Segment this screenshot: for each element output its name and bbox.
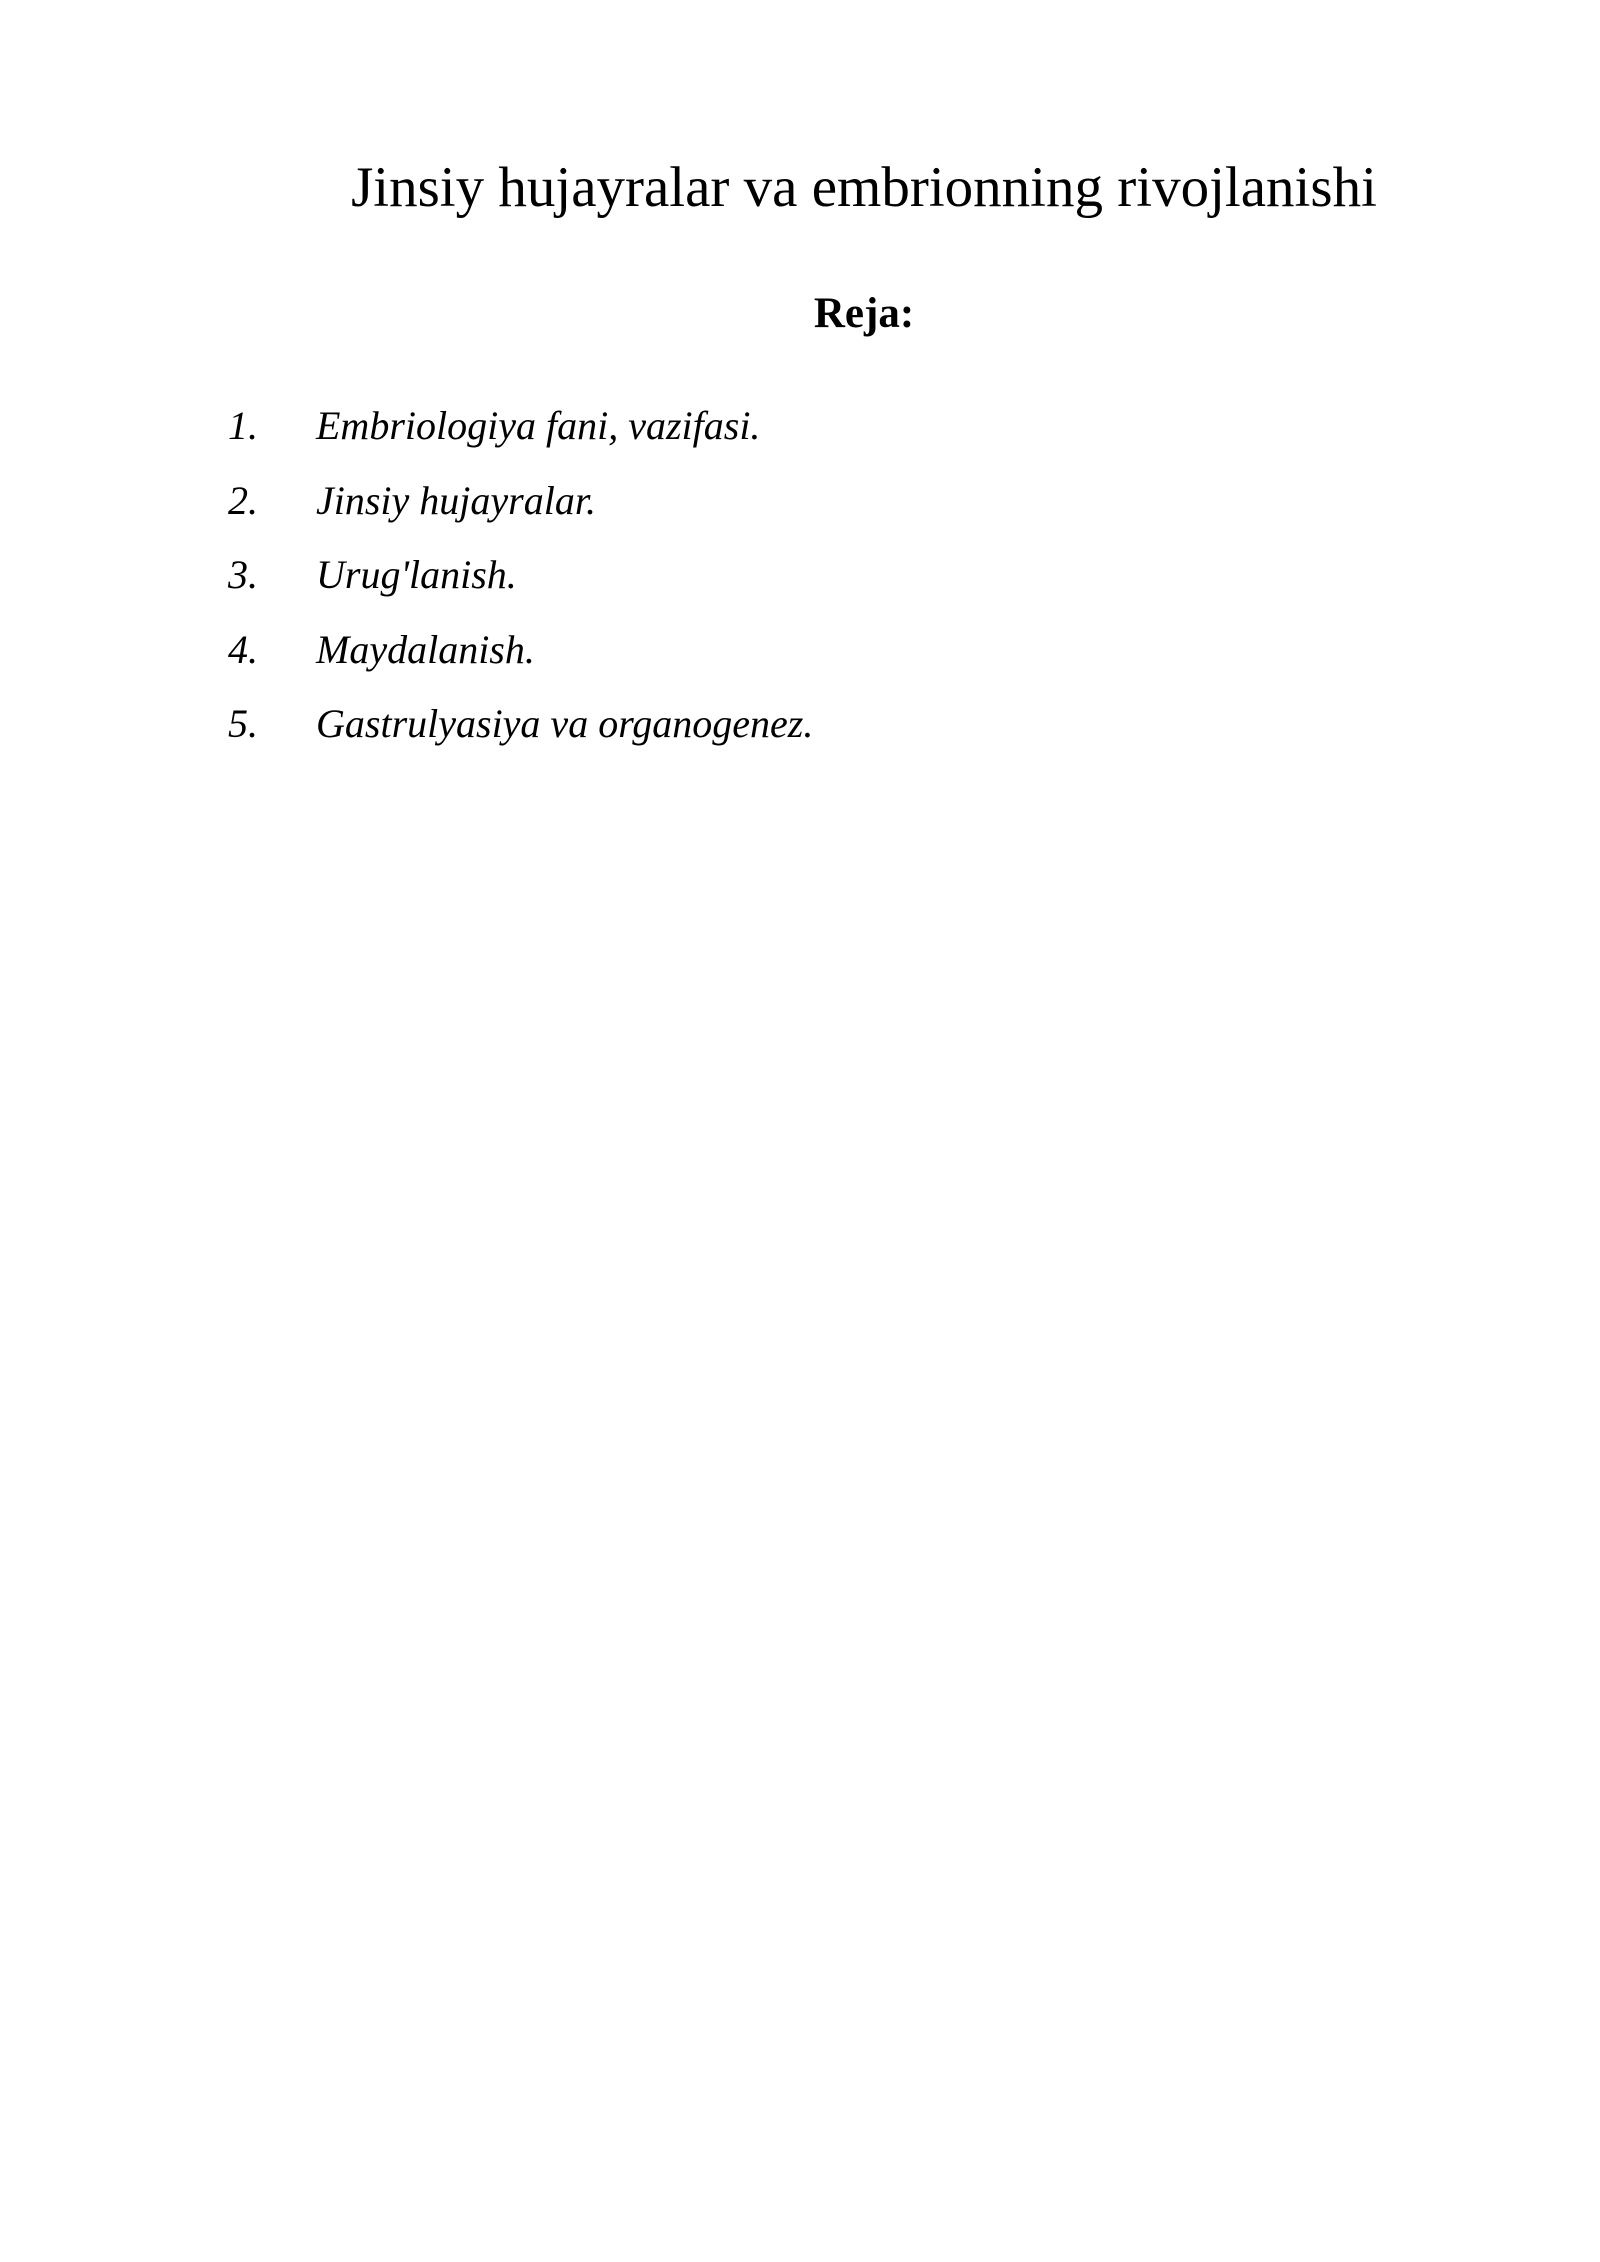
list-item	[0, 622, 1600, 697]
list-item-number: 4.	[228, 626, 258, 672]
plan-list	[0, 398, 1600, 771]
page-title: Jinsiy hujayralar va embrionning rivojlanishi	[351, 156, 1377, 219]
list-item	[0, 473, 1600, 548]
list-item-text: Jinsiy hujayralar.	[316, 477, 596, 523]
list-item-text: Urug'lanish.	[316, 552, 517, 597]
list-item-text: Embriologiya fani, vazifasi.	[316, 403, 761, 448]
list-item-number: 2.	[228, 477, 258, 523]
list-item	[0, 696, 1600, 771]
list-item-text: Maydalanish.	[316, 626, 535, 672]
list-item-text: Gastrulyasiya va organogenez.	[316, 701, 814, 746]
plan-heading: Reja:	[813, 290, 915, 337]
list-item-number: 5.	[228, 701, 258, 746]
list-item	[0, 547, 1600, 622]
list-item	[0, 398, 1600, 473]
list-item-number: 1.	[228, 403, 258, 448]
list-item-number: 3.	[228, 552, 258, 597]
